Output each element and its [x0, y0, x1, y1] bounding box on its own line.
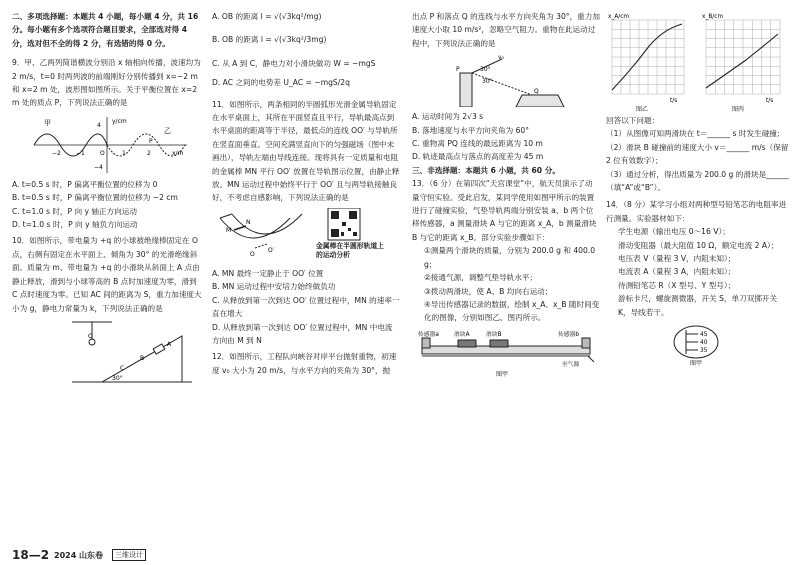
graph-c-curve — [706, 34, 778, 88]
column-3 — [412, 10, 600, 383]
track-slider-b-label: 滑块B — [486, 331, 502, 338]
displacement-graphs — [606, 10, 792, 114]
footer-page-number: 18—2 — [12, 548, 50, 562]
q14-item-4: 电流表 A（量程 3 A，内阻未知）； — [618, 267, 736, 277]
wave-p-label: P — [149, 137, 153, 145]
micrometer-diagram — [606, 322, 792, 366]
question-13-stem: 13．（6 分）在第四次“天宫课堂”中，航天员演示了动量守恒实验。受此启发，某同学使用如图甲所示的装置进行了碰撞实验，气垫导轨两端分别安装 a、b 两个位移传感器，a 测量滑块 A 与它的距离 x_A，b 测量滑块 B 与它的距离 x_B。部分实验步骤如下： — [412, 179, 597, 242]
q14-item-1: 学生电源（输出电压 0～16 V）； — [618, 227, 730, 237]
rail-n-label: N — [246, 218, 251, 226]
column-1 — [12, 10, 202, 391]
incline-angle-label: 30° — [112, 374, 123, 382]
q11-option-a: A. MN 最终一定静止于 OO′ 位置 — [212, 268, 324, 278]
wave-x1-label: 1 — [122, 149, 126, 157]
projectile-q-label: Q — [534, 88, 539, 96]
graph-c-x-label: t/s — [766, 98, 774, 104]
q9-option-c: C. t=1.0 s 时，P 向 y 轴正方向运动 — [12, 206, 137, 216]
micrometer-caption: 图甲 — [690, 360, 703, 367]
column-2 — [212, 10, 400, 377]
wave-y4-label: 4 — [97, 121, 101, 129]
qr-code-icon[interactable] — [328, 208, 360, 240]
projectile-figure — [412, 53, 600, 107]
wave-figure — [12, 113, 202, 175]
q13-answer-intro: 回答以下问题： — [606, 116, 660, 125]
incline-c-label: C — [120, 364, 125, 372]
rail-o-label: O — [250, 250, 255, 258]
incline-b-label: B — [140, 354, 145, 362]
graph-c-caption: 图丙 — [732, 106, 745, 113]
scale-45-label: 45 — [700, 332, 708, 339]
air-track-diagram — [412, 328, 600, 380]
micrometer-figure — [606, 322, 792, 366]
section-heading-free-response: 三、非选择题：本题共 6 小题，共 60 分。 — [412, 165, 560, 175]
air-track-figure — [412, 328, 600, 380]
wave-xm2-label: −2 — [52, 149, 61, 157]
q13-step-4: ④导出传感器记录的数据，绘制 x_A、x_B 随时间变化的图像，分别如图乙、图丙所示。 — [424, 299, 600, 323]
graph-b-y-label: x_A/cm — [608, 14, 630, 20]
incline-diagram — [12, 318, 202, 388]
q9-option-a: A. t=0.5 s 时，P 偏离平衡位置的位移为 0 — [12, 179, 158, 189]
question-12-continued: 出点 P 和落点 Q 的连线与水平方向夹角为 30°，重力加速度大小取 10 m/s²，忽略空气阻力。重物在此运动过程中，下列说法正确的是 — [412, 12, 600, 48]
q14-item-2: 滑动变阻器（最大阻值 10 Ω，额定电流 2 A）； — [618, 240, 779, 250]
wave-xm1-label: −1 — [76, 149, 85, 157]
q14-item-6: 游标卡尺，螺旋测微器，开关 S，单刀双掷开关 K，导线若干。 — [618, 294, 778, 317]
q13-step-2: ②接通气源，调整气垫导轨水平； — [424, 273, 538, 283]
track-sensor-a-label: 传感器a — [418, 331, 439, 338]
question-14-stem: 14．（8 分）某学习小组对两种型号铅笔芯的电阻率进行测量。实验器材如下： — [606, 200, 787, 223]
track-slider-a-label: 滑块A — [454, 331, 470, 338]
section-heading-multiple-choice: 二、多项选择题：本题共 4 小题，每小题 4 分，共 16 分。每小题有多个选项符合题目要求，全部选对得 4 分，选对但不全的得 2 分，有选错的得 0 分。 — [12, 12, 199, 48]
track-air-label: 至气源 — [562, 361, 580, 368]
question-12-stem: 12．如图所示，工程队向峡谷对岸平台抛射重物，初速度 v₀ 大小为 20 m/s，与水平方向的夹角为 30°，抛 — [212, 352, 397, 375]
q10-option-a: A. OB 的距离 l = √(√3kq²/mg) — [212, 12, 322, 21]
column-4 — [606, 10, 792, 369]
q10-option-d: D. AC 之间的电势差 U_AC = −mgS/2q — [212, 78, 350, 88]
incline-figure — [12, 318, 202, 388]
wave-jia-label: 甲 — [44, 118, 51, 127]
projectile-diagram — [412, 53, 600, 107]
footer-year: 2024 山东卷 — [54, 551, 104, 560]
q13-step-1: ①测量两个滑块的质量，分别为 200.0 g 和 400.0 g； — [424, 246, 596, 269]
q13-sub-2: （2）滑块 B 碰撞前的速度大小 v＝______ m/s（保留 2 位有效数字）； — [606, 142, 789, 166]
projectile-v0-label: v₀ — [498, 54, 504, 62]
q9-option-d: D. t=1.0 s 时，P 向 y 轴负方向运动 — [12, 220, 138, 230]
question-9-stem: 9．甲、乙两列简谐横波分别沿 x 轴相向传播，波速均为 2 m/s，t=0 时两列波的前端刚好分别传播到 x=−2 m 和 x=2 m 处，波形图如图所示。关于平衡位置在 x=2 m 处的质点 P，下列说法正确的是 — [12, 58, 201, 108]
rail-m-label: M — [226, 226, 232, 234]
incline-o-label: O — [88, 332, 93, 340]
wave-y-label: y/cm — [112, 117, 127, 125]
wave-yi-label: 乙 — [164, 126, 171, 135]
projectile-angle2-label: 30° — [482, 78, 493, 86]
graph-b — [608, 14, 684, 113]
wave-origin-label: O — [100, 149, 105, 157]
graph-c-grid — [706, 20, 780, 94]
q12-option-a: A. 运动时间为 2√3 s — [412, 112, 484, 122]
scale-35-label: 35 — [700, 348, 708, 355]
footer-brand-logo: 三维设计 — [112, 549, 146, 561]
q12-option-b: B. 落地速度与水平方向夹角为 60° — [412, 125, 530, 135]
wave-graph — [12, 113, 202, 175]
graph-b-caption: 图乙 — [636, 106, 649, 113]
track-sensor-b-label: 传感器b — [558, 331, 580, 338]
question-11-stem: 11．如图所示，两条相同的半圆弧形光滑金属导轨固定在水平桌面上，其所在平面竖直且平行，导轨最高点到水平桌面的距离等于半径，最低点的连线 OO′ 与导轨所在竖直面垂直。空间充满竖直向下的匀强磁场（图中未画出），导轨左端由导线连接。现将具有一定质量和电阻的金属棒 MN 平行 OO′ 放置在导轨图示位置，由静止释放。MN 运动过程中始终平行于 OO′ 且与两导轨接触良好，不考虑自感影响，下列说法正确的是 — [212, 99, 400, 203]
track-caption: 图甲 — [496, 370, 509, 378]
projectile-angle1-label: 30° — [480, 66, 491, 74]
q11-option-c: C. 从释放到第一次到达 OO′ 位置过程中，MN 的速率一直在增大 — [212, 295, 400, 319]
incline-a-label: A — [167, 340, 172, 348]
graph-c — [702, 14, 780, 113]
q10-option-c: C. 从 A 到 C，静电力对小滑块做功 W = −mgS — [212, 58, 376, 68]
q10-option-b: B. OB 的距离 l = √(√3kq²/3mg) — [212, 35, 327, 45]
graph-b-x-label: t/s — [670, 98, 678, 104]
projectile-p-label: P — [456, 66, 460, 74]
rail-o2-label: O′ — [268, 246, 275, 254]
graph-c-y-label: x_B/cm — [702, 14, 724, 20]
q11-option-d: D. 从释放到第一次到达 OO′ 位置过程中，MN 中电流方向由 M 到 N — [212, 322, 393, 345]
qr-caption: 金属棒在半圆形轨道上的运动分析 — [316, 241, 384, 259]
question-10-stem: 10．如图所示，带电量为 +q 的小球被绝缘棒固定在 O 点，右侧有固定在水平面上、倾角为 30° 的光滑绝缘斜面。质量为 m、带电量为 +q 的小滑块从斜面上 A 点由静止释放，滑到与小球等高的 B 点时加速度为零，滑到 C 点时速度为零。已知 AC 间的距离为 S，重力加速度大小为 g，静电力常量为 k，下列说法正确的是 — [12, 236, 202, 313]
q12-option-d: D. 轨迹最高点与落点的高度差为 45 m — [412, 152, 544, 162]
wave-yneg4-label: −4 — [94, 163, 103, 171]
page-footer — [0, 545, 800, 565]
q13-sub-1: （1）从图像可知两滑块在 t＝______ s 时发生碰撞； — [606, 129, 785, 139]
wave-x-label: x/m — [172, 149, 184, 157]
q13-sub-3: （3）通过分析，得出质量为 200.0 g 的滑块是______（填“A”或“B”）。 — [606, 169, 789, 193]
q13-step-3: ③拨动两滑块，使 A、B 均向右运动； — [424, 286, 553, 296]
q14-item-5: 待测铅笔芯 R（X 型号、Y 型号）； — [618, 280, 736, 290]
scale-40-label: 40 — [700, 340, 708, 347]
q12-option-c: C. 重物离 PQ 连线的最远距离为 10 m — [412, 139, 543, 149]
graph-b-grid — [612, 20, 684, 94]
q9-option-b: B. t=0.5 s 时，P 偏离平衡位置的位移为 −2 cm — [12, 193, 178, 203]
q14-item-3: 电压表 V（量程 3 V，内阻未知）； — [618, 254, 736, 264]
graphs-figure — [606, 10, 792, 114]
q11-option-b: B. MN 运动过程中安培力始终做负功 — [212, 282, 336, 292]
wave-x2-label: 2 — [147, 149, 151, 157]
rail-figure — [212, 208, 400, 264]
